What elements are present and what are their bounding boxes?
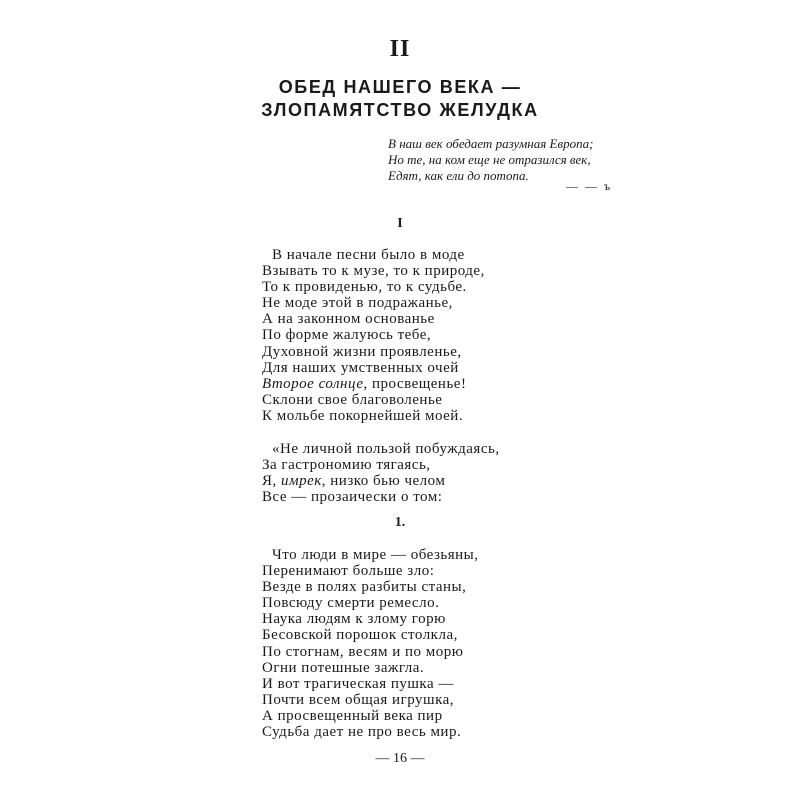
verse-line: В начале песни было в моде [272, 247, 465, 263]
page-number: — 16 — [375, 751, 425, 766]
verse-line: Бесовской порошок столкла, [262, 627, 458, 644]
chapter-title-line-1: ОБЕД НАШЕГО ВЕКА — [278, 77, 522, 97]
verse-line: За гастрономию тягаясь, [262, 457, 431, 474]
verse-line: Огни потешные зажгла. [262, 659, 425, 676]
verse-fragment: , низко бью челом [321, 473, 446, 490]
stanza-1 [262, 247, 582, 424]
verse-line: Повсюду смерти ремесло. [262, 595, 440, 612]
verse-line: То к провиденью, то к судьбе. [262, 279, 467, 296]
verse-line: По форме жалуюсь тебе, [262, 327, 432, 344]
stanza-2 [262, 441, 582, 505]
verse-line: Склони свое благоволенье [262, 391, 443, 408]
epigraph-signature: — — ъ [566, 179, 613, 193]
verse-line: И вот трагическая пушка — [262, 675, 454, 692]
verse-line: Перенимают больше зло: [262, 563, 435, 580]
verse-line: Везде в полях разбиты станы, [262, 579, 467, 596]
verse-line: Что люди в мире — обезьяны, [272, 547, 479, 563]
verse-line: А на законном основанье [262, 311, 435, 328]
verse-line-with-italic [262, 473, 582, 489]
epigraph-line: Едят, как ели до потопа. [388, 168, 529, 183]
italic-word: имрек [281, 473, 322, 490]
italic-phrase: Второе солнце [262, 375, 364, 392]
section-mark-roman: I [397, 216, 403, 231]
verse-line-italic-phrase [262, 376, 582, 392]
verse-line: Взывать то к музе, то к природе, [262, 263, 485, 280]
verse-line-rest: , просвещенье! [363, 375, 467, 392]
verse-line: Духовной жизни проявленье, [262, 343, 462, 360]
verse-line: Судьба дает не про весь мир. [262, 724, 462, 741]
verse-fragment: Я, [262, 473, 282, 490]
epigraph [388, 136, 648, 184]
verse-line: Для наших умственных очей [262, 359, 459, 376]
stanza-3 [262, 547, 582, 740]
verse-line: По стогнам, весям и по морю [262, 643, 464, 660]
chapter-number: II [389, 36, 411, 62]
epigraph-line: Но те, на ком еще не отразился век, [388, 152, 591, 167]
epigraph-line: В наш век обедает разумная Европа; [388, 136, 594, 151]
verse-line: А просвещенный века пир [262, 707, 443, 724]
verse-line: Почти всем общая игрушка, [262, 691, 455, 708]
chapter-title-line-2: ЗЛОПАМЯТСТВО ЖЕЛУДКА [261, 100, 539, 120]
verse-line: К мольбе покорнейшей моей. [262, 407, 464, 424]
verse-line: Все — прозаически о том: [262, 489, 443, 506]
verse-line: Не моде этой в подражанье, [262, 295, 453, 312]
verse-line: «Не личной пользой побуждаясь, [272, 441, 500, 457]
verse-line: Наука людям к злому горю [262, 611, 446, 628]
section-mark-arabic: 1. [394, 515, 406, 530]
